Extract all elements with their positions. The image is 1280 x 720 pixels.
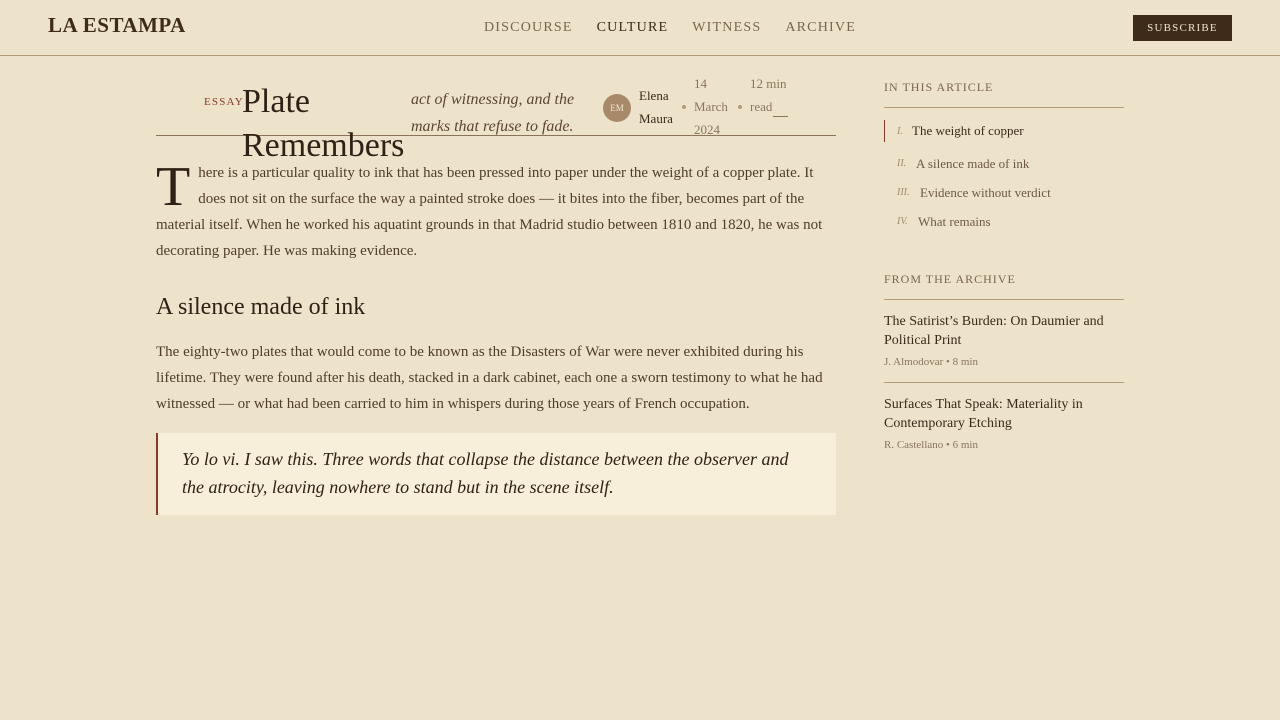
- meta-separator: [738, 105, 742, 109]
- toc-number: II.: [897, 158, 907, 169]
- pull-quote: Yo lo vi. I saw this. Three words that collapse the distance between the observer and the atrocity, leaving nowhere to stand but in the scene itself.: [156, 433, 836, 515]
- toc-label: A silence made of ink: [916, 155, 1030, 171]
- article-kicker: ESSAY: [204, 96, 244, 108]
- toc-number: I.: [897, 125, 903, 137]
- archive-item[interactable]: [884, 383, 1124, 465]
- toc-item[interactable]: [884, 178, 1124, 207]
- paragraph: The eighty-two plates that would come to be known as the Disasters of War were never exhibited during his lifetime. They were found after his death, stacked in a dark cabinet, each one a sworn testimony to what he had witnessed — or what had been carried to him in whispers during those years of French occupation.: [156, 344, 823, 412]
- archive-item-meta: R. Castellano • 6 min: [884, 439, 978, 451]
- site-logo[interactable]: LA ESTAMPA: [48, 13, 186, 37]
- meta-underline: [773, 116, 788, 117]
- nav-witness[interactable]: WITNESS: [692, 20, 762, 35]
- toc-label: The weight of copper: [912, 123, 1024, 138]
- nav-discourse[interactable]: DISCOURSE: [484, 20, 573, 35]
- toc-item[interactable]: [884, 149, 1124, 178]
- read-time: 12 min read: [750, 76, 787, 114]
- toc-number: III.: [897, 187, 910, 198]
- archive-item[interactable]: [884, 300, 1124, 383]
- archive-item-title[interactable]: Surfaces That Speak: Materiality in Contemporary Etching: [884, 397, 1083, 431]
- section-heading: A silence made of ink: [156, 294, 366, 320]
- article-dek: act of witnessing, and the marks that refuse to fade.: [411, 91, 575, 135]
- archive-item-title[interactable]: The Satirist’s Burden: On Daumier and Political Print: [884, 314, 1104, 348]
- archive-item-meta: J. Almodovar • 8 min: [884, 356, 978, 368]
- toc-item[interactable]: [884, 207, 1124, 236]
- toc-label: What remains: [918, 213, 991, 229]
- drop-cap: T: [156, 156, 191, 218]
- toc-number: IV.: [897, 216, 908, 227]
- paragraph-text: here is a particular quality to ink that has been pressed into paper under the weight of a copper plate. It does not sit on the surface the way a painted stroke does — it bites into the fiber, becomes part of the material itself. When he worked his aquatint grounds in that Madrid studio between 1810 and 1820, he was not decorating paper. He was making evidence.: [156, 165, 823, 259]
- meta-separator: [682, 105, 686, 109]
- toc-item[interactable]: [884, 120, 1124, 142]
- archive-title: FROM THE ARCHIVE: [884, 272, 1124, 300]
- nav-culture[interactable]: CULTURE: [596, 20, 669, 35]
- top-bar: [0, 0, 1280, 56]
- main-nav: [484, 20, 856, 36]
- article-header: [156, 60, 836, 164]
- table-of-contents: [884, 120, 1124, 236]
- toc-title: IN THIS ARTICLE: [884, 80, 1124, 108]
- author-avatar: EM: [603, 94, 631, 122]
- nav-archive[interactable]: ARCHIVE: [785, 20, 856, 35]
- subscribe-button[interactable]: SUBSCRIBE: [1133, 15, 1232, 41]
- author-name[interactable]: Elena Maura: [639, 88, 673, 126]
- toc-label: Evidence without verdict: [920, 184, 1051, 200]
- article-title: Plate Remembers: [242, 83, 405, 164]
- publish-date: 14 March 2024: [694, 76, 728, 137]
- paragraph: [156, 156, 836, 264]
- sidebar: [884, 80, 1124, 465]
- article-body: [156, 156, 836, 515]
